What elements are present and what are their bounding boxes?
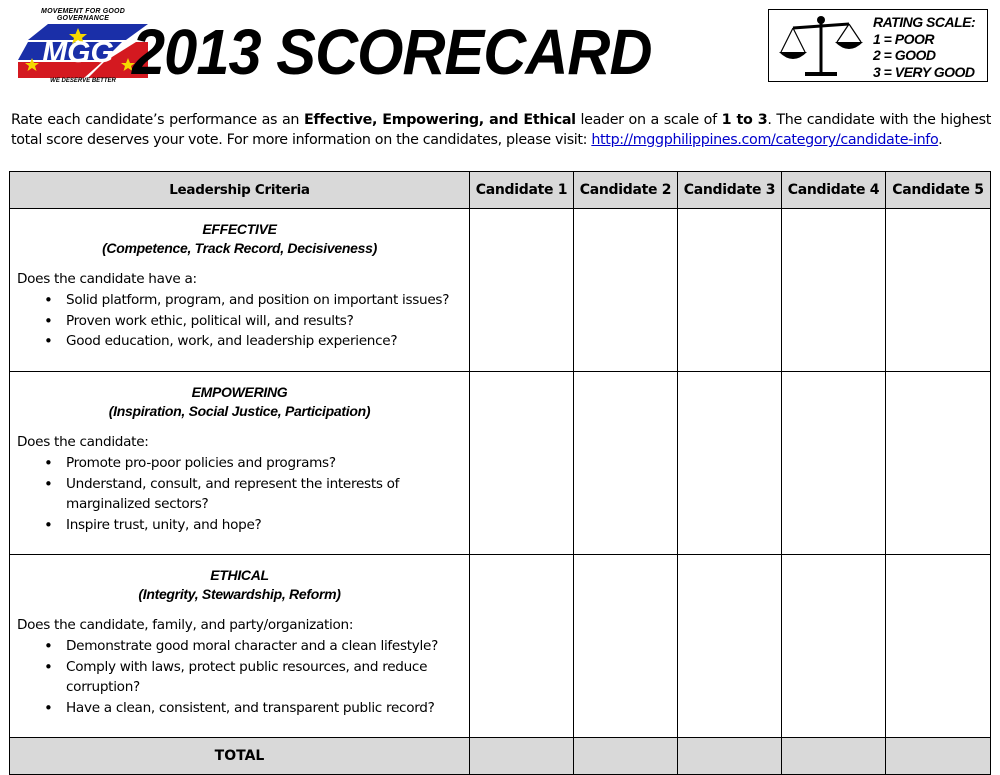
criteria-cell: [10, 372, 470, 555]
score-cell[interactable]: [574, 555, 678, 738]
criteria-bullet: • Demonstrate good moral character and a clean lifestyle?: [66, 636, 462, 657]
score-cell[interactable]: [782, 209, 886, 372]
score-cell[interactable]: [470, 555, 574, 738]
logo-abbr: MGG: [42, 36, 114, 69]
criteria-column-header: Leadership Criteria: [10, 172, 470, 209]
criteria-title: ETHICAL: [210, 567, 269, 583]
criteria-row-effective: [10, 209, 991, 372]
criteria-bullet-list: [17, 453, 462, 535]
logo-tagline-top: MOVEMENT FOR GOOD GOVERNANCE: [41, 8, 125, 22]
score-cell[interactable]: [678, 372, 782, 555]
criteria-bullet: • Comply with laws, protect public resources, and reduce corruption?: [66, 657, 462, 698]
score-cell[interactable]: [574, 209, 678, 372]
page-title: 2013 SCORECARD: [132, 16, 652, 88]
criteria-bullet: • Inspire trust, unity, and hope?: [66, 515, 462, 536]
criteria-bullet: • Promote pro-poor policies and programs?: [66, 453, 462, 474]
criteria-title: EMPOWERING: [191, 384, 288, 400]
candidate-column-header: Candidate 1: [470, 172, 574, 209]
rating-scale-heading: RATING SCALE:: [873, 14, 976, 30]
intro-paragraph: [11, 110, 991, 150]
total-cell[interactable]: [678, 738, 782, 775]
table-header-row: [10, 172, 991, 209]
criteria-row-ethical: [10, 555, 991, 738]
score-cell[interactable]: [886, 209, 991, 372]
criteria-bullet: • Have a clean, consistent, and transparent public record?: [66, 698, 462, 719]
criteria-bullet: • Good education, work, and leadership experience?: [66, 331, 462, 352]
criteria-cell: [10, 209, 470, 372]
criteria-row-empowering: [10, 372, 991, 555]
criteria-bullet: • Proven work ethic, political will, and results?: [66, 311, 462, 332]
rating-scale-item: 1 = POOR: [873, 30, 934, 47]
candidate-column-header: Candidate 2: [574, 172, 678, 209]
total-cell[interactable]: [782, 738, 886, 775]
criteria-bullet-list: [17, 636, 462, 718]
rating-scale-text: [873, 14, 975, 80]
rating-scale-item: 3 = VERY GOOD: [873, 63, 975, 80]
score-cell[interactable]: [470, 209, 574, 372]
intro-text: Rate each candidate’s performance as an: [11, 112, 304, 128]
score-cell[interactable]: [470, 372, 574, 555]
criteria-question: Does the candidate, family, and party/organization:: [17, 617, 354, 633]
score-cell[interactable]: [678, 209, 782, 372]
candidate-info-link[interactable]: http://mggphilippines.com/category/candidate-info: [591, 132, 939, 148]
mgg-logo-graphic: [18, 22, 148, 78]
mgg-logo: [18, 8, 148, 86]
candidate-column-header: Candidate 5: [886, 172, 991, 209]
candidate-column-header: Candidate 3: [678, 172, 782, 209]
intro-text: . The candidate with the highest total score deserves your vote. For more information on the candidates, please visit:: [11, 112, 991, 148]
intro-text: leader on a scale of: [575, 112, 722, 128]
total-cell[interactable]: [886, 738, 991, 775]
criteria-question: Does the candidate:: [17, 434, 149, 450]
intro-bold-criteria: Effective, Empowering, and Ethical: [303, 112, 576, 128]
criteria-question: Does the candidate have a:: [17, 271, 197, 287]
intro-bold-scale: 1 to 3: [721, 112, 768, 128]
score-cell[interactable]: [782, 372, 886, 555]
intro-text: .: [938, 132, 943, 148]
score-cell[interactable]: [678, 555, 782, 738]
criteria-bullet: • Understand, consult, and represent the interests of marginalized sectors?: [66, 474, 462, 515]
total-cell[interactable]: [574, 738, 678, 775]
criteria-title: EFFECTIVE: [202, 221, 277, 237]
scales-of-justice-icon: [777, 14, 867, 80]
criteria-subtitle: (Inspiration, Social Justice, Participation): [108, 403, 371, 419]
rating-scale-box: [768, 9, 988, 82]
score-cell[interactable]: [574, 372, 678, 555]
candidate-column-header: Candidate 4: [782, 172, 886, 209]
criteria-subtitle: (Competence, Track Record, Decisiveness): [102, 240, 377, 256]
rating-scale-item: 2 = GOOD: [873, 47, 936, 63]
score-cell[interactable]: [782, 555, 886, 738]
score-cell[interactable]: [886, 372, 991, 555]
score-cell[interactable]: [886, 555, 991, 738]
total-cell[interactable]: [470, 738, 574, 775]
logo-tagline-bottom: WE DESERVE BETTER: [50, 78, 116, 84]
criteria-bullet-list: [17, 290, 462, 352]
total-row: [10, 738, 991, 775]
criteria-subtitle: (Integrity, Stewardship, Reform): [138, 586, 341, 602]
criteria-bullet: • Solid platform, program, and position on important issues?: [66, 290, 462, 311]
total-label: TOTAL: [10, 738, 470, 775]
scorecard-table: [9, 171, 991, 775]
criteria-cell: [10, 555, 470, 738]
